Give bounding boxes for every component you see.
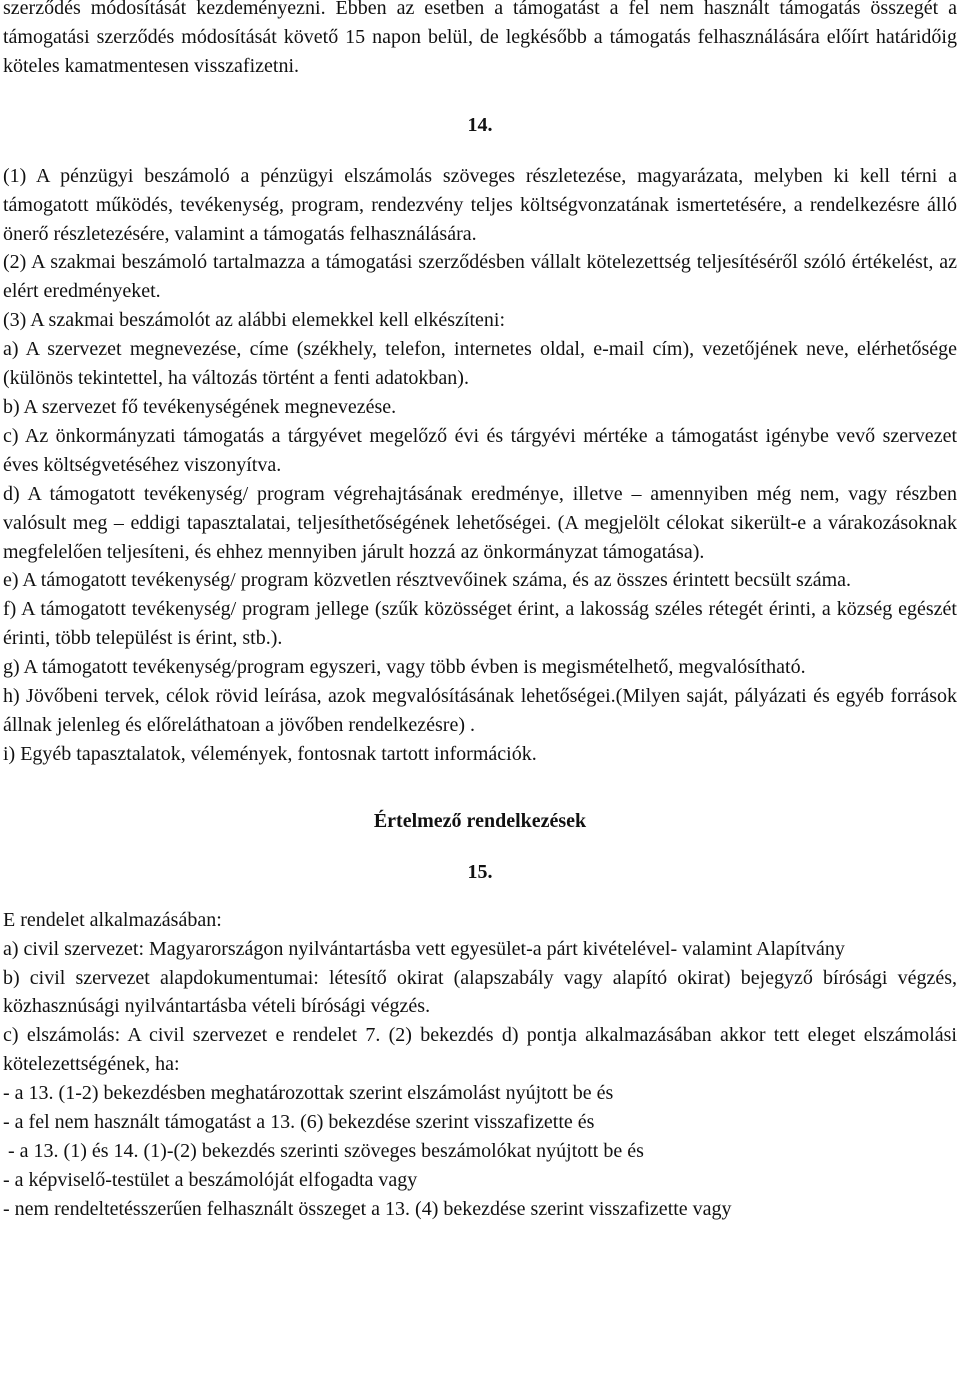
section-15-item-c: c) elszámolás: A civil szervezet e rendelet 7. (2) bekezdés d) pontja alkalmazásában akkor tett eleget elszámolási kötelezettségének, ha: [3,1024,957,1076]
section-15-intro: E rendelet alkalmazásában: [3,908,222,931]
section-14-paragraph-3: (3) A szakmai beszámolót az alábbi elemekkel kell elkészíteni: [3,309,506,332]
section-15-c-condition: - a fel nem használt támogatást a 13. (6) bekezdése szerint visszafizette és [3,1111,595,1134]
section-14-number: 14. [467,113,493,136]
section-14-item-e: e) A támogatott tevékenység/ program közvetlen résztvevőinek száma, és az összes érintett becsült száma. [3,569,852,592]
section-14-item-f: f) A támogatott tevékenység/ program jellege (szűk közösséget érint, a lakosság széles rétegét érinti, a község egészét érinti, több települést is érint, stb.). [3,598,957,650]
section-14-item-c: c) Az önkormányzati támogatás a tárgyévet megelőző évi és tárgyévi mértéke a támogatást igénybe vevő szervezet éves költségvetéséhez viszonyítva. [3,424,957,476]
section-15-c-condition: - a 13. (1-2) bekezdésben meghatározottak szerint elszámolást nyújtott be és [3,1082,614,1105]
section-15-item-a: a) civil szervezet: Magyarországon nyilvántartásba vett egyesület-a párt kivételével- valamint Alapítvány [3,937,845,960]
section-14-item-h: h) Jövőbeni tervek, célok rövid leírása, azok megvalósításának lehetőségei.(Milyen saját, pályázati és egyéb források állnak jelenleg és előreláthatoan a jövőben rendelkezésre) . [3,685,957,736]
section-14-paragraph-2: (2) A szakmai beszámoló tartalmazza a támogatási szerződésben vállalt kötelezettség teljesítéséről szóló értékelést, az elért eredményeket. [3,251,957,303]
section-15-c-condition: - a képviselő-testület a beszámolóját elfogadta vagy [3,1168,418,1191]
section-14-item-b: b) A szervezet fő tevékenységének megnevezése. [3,395,397,418]
intro-paragraph: szerződés módosítását kezdeményezni. Ebben az esetben a támogatást a fel nem használt támogatás összegét a támogatási szerződés módosítását követő 15 napon belül, de legkésőbb a támogatás felhasználására előírt határidőig köteles kamatmentesen visszafizetni. [3,0,957,77]
section-14-item-d: d) A támogatott tevékenység/ program végrehajtásának eredménye, illetve – amennyiben még nem, vagy részben valósult meg – eddigi tapasztalatai, teljesíthetőségének lehetőségei. (A megjelölt célokat sikerült-e a várakozásoknak megfelelően teljesíteni, és ehhez mennyiben járult hozzá az önkormányzat támogatása). [3,482,957,563]
section-15-number: 15. [467,860,493,883]
section-15-c-condition: - a 13. (1) és 14. (1)-(2) bekezdés szerinti szöveges beszámolókat nyújtott be és [3,1140,644,1162]
section-heading: Értelmező rendelkezések [373,809,587,832]
section-14-paragraph-1: (1) A pénzügyi beszámoló a pénzügyi elszámolás szöveges részletezése, magyarázata, melyben ki kell térni a támogatott működés, tevékenység, program, rendezvény teljes költségvonzatának ismertetésére, a rendelkezésre álló önerő részletezésére, valamint a támogatás felhasználására. [3,164,957,245]
section-14-item-g: g) A támogatott tevékenység/program egyszeri, vagy több évben is megismételhető, megvalósítható. [3,656,806,679]
section-15-item-b: b) civil szervezet alapdokumentumai: létesítő okirat (alapszabály vagy alapító okirat) bejegyző bírósági végzés, közhasznúsági nyilvántartásba vételi bírósági végzés. [3,966,957,1018]
section-14-item-a: a) A szervezet megnevezése, címe (székhely, telefon, internetes oldal, e-mail cím), vezetőjének neve, elérhetősége (különös tekintettel, ha változás történt a fenti adatokban). [3,338,957,390]
section-14-item-i: i) Egyéb tapasztalatok, vélemények, fontosnak tartott információk. [3,742,537,765]
section-15-c-condition: - nem rendeltetésszerűen felhasznált összeget a 13. (4) bekezdése szerint visszafizette vagy [3,1197,732,1220]
